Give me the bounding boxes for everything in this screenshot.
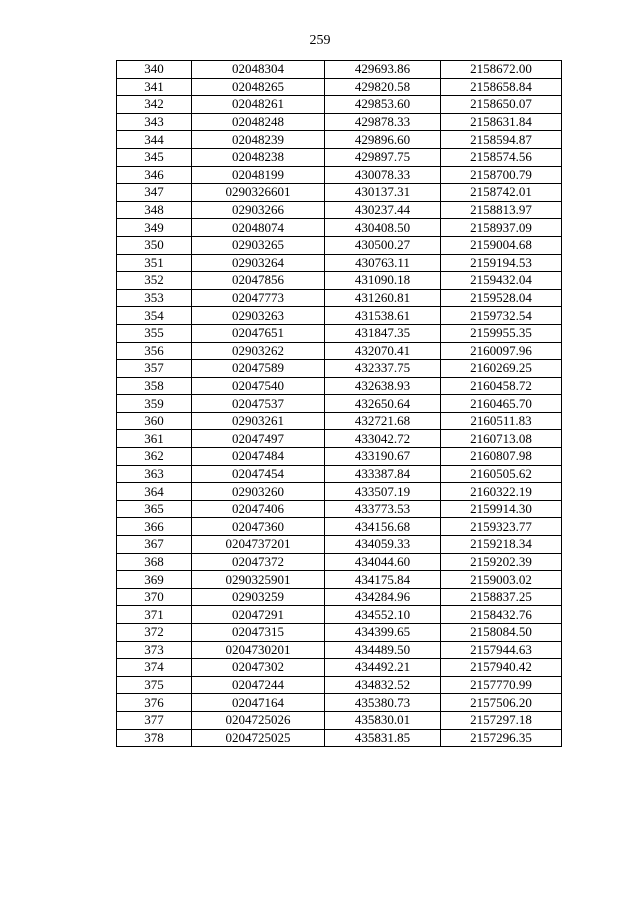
y-coordinate-cell: 2158742.01: [441, 184, 562, 202]
table-row: [117, 588, 562, 606]
table-row: [117, 694, 562, 712]
y-coordinate-cell: 2158937.09: [441, 219, 562, 237]
point-id-cell: 02047302: [192, 659, 325, 677]
point-id-cell: 02047589: [192, 360, 325, 378]
point-id-cell: 02047651: [192, 324, 325, 342]
x-coordinate-cell: 433507.19: [325, 483, 441, 501]
y-coordinate-cell: 2159955.35: [441, 324, 562, 342]
table-row: [117, 412, 562, 430]
point-number-cell: 342: [117, 96, 192, 114]
point-number-cell: 360: [117, 412, 192, 430]
table-row: [117, 131, 562, 149]
point-number-cell: 365: [117, 500, 192, 518]
x-coordinate-cell: 434156.68: [325, 518, 441, 536]
point-number-cell: 353: [117, 289, 192, 307]
x-coordinate-cell: 429693.86: [325, 61, 441, 79]
point-number-cell: 340: [117, 61, 192, 79]
table-row: [117, 96, 562, 114]
table-row: [117, 430, 562, 448]
point-number-cell: 347: [117, 184, 192, 202]
point-number-cell: 364: [117, 483, 192, 501]
point-id-cell: 02047360: [192, 518, 325, 536]
point-number-cell: 356: [117, 342, 192, 360]
point-number-cell: 357: [117, 360, 192, 378]
x-coordinate-cell: 431260.81: [325, 289, 441, 307]
x-coordinate-cell: 434552.10: [325, 606, 441, 624]
x-coordinate-cell: 429878.33: [325, 113, 441, 131]
point-number-cell: 349: [117, 219, 192, 237]
table-row: [117, 324, 562, 342]
point-number-cell: 367: [117, 536, 192, 554]
table-row: [117, 78, 562, 96]
point-number-cell: 350: [117, 236, 192, 254]
point-number-cell: 345: [117, 148, 192, 166]
x-coordinate-cell: 429853.60: [325, 96, 441, 114]
point-id-cell: 02047164: [192, 694, 325, 712]
x-coordinate-cell: 432070.41: [325, 342, 441, 360]
x-coordinate-cell: 434059.33: [325, 536, 441, 554]
x-coordinate-cell: 430237.44: [325, 201, 441, 219]
x-coordinate-cell: 433773.53: [325, 500, 441, 518]
point-number-cell: 344: [117, 131, 192, 149]
point-number-cell: 341: [117, 78, 192, 96]
table-row: [117, 307, 562, 325]
table-row: [117, 254, 562, 272]
y-coordinate-cell: 2158631.84: [441, 113, 562, 131]
y-coordinate-cell: 2160322.19: [441, 483, 562, 501]
point-number-cell: 362: [117, 448, 192, 466]
x-coordinate-cell: 432337.75: [325, 360, 441, 378]
point-number-cell: 376: [117, 694, 192, 712]
x-coordinate-cell: 433190.67: [325, 448, 441, 466]
point-id-cell: 02047244: [192, 676, 325, 694]
x-coordinate-cell: 435831.85: [325, 729, 441, 747]
table-row: [117, 711, 562, 729]
point-id-cell: 02903265: [192, 236, 325, 254]
point-id-cell: 02903266: [192, 201, 325, 219]
table-body: [117, 61, 562, 747]
x-coordinate-cell: 434175.84: [325, 571, 441, 589]
y-coordinate-cell: 2158837.25: [441, 588, 562, 606]
point-number-cell: 370: [117, 588, 192, 606]
y-coordinate-cell: 2157297.18: [441, 711, 562, 729]
page-number: 259: [309, 33, 331, 48]
x-coordinate-cell: 434489.50: [325, 641, 441, 659]
table-row: [117, 606, 562, 624]
point-id-cell: 02047497: [192, 430, 325, 448]
y-coordinate-cell: 2160505.62: [441, 465, 562, 483]
point-number-cell: 368: [117, 553, 192, 571]
point-id-cell: 02048239: [192, 131, 325, 149]
table-row: [117, 518, 562, 536]
point-id-cell: 02047315: [192, 624, 325, 642]
point-id-cell: 02047540: [192, 377, 325, 395]
table-row: [117, 729, 562, 747]
table-row: [117, 536, 562, 554]
y-coordinate-cell: 2158672.00: [441, 61, 562, 79]
point-number-cell: 358: [117, 377, 192, 395]
y-coordinate-cell: 2160269.25: [441, 360, 562, 378]
y-coordinate-cell: 2160807.98: [441, 448, 562, 466]
point-id-cell: 02047773: [192, 289, 325, 307]
table-row: [117, 676, 562, 694]
x-coordinate-cell: 432721.68: [325, 412, 441, 430]
y-coordinate-cell: 2158594.87: [441, 131, 562, 149]
y-coordinate-cell: 2159218.34: [441, 536, 562, 554]
point-id-cell: 02047537: [192, 395, 325, 413]
table-row: [117, 377, 562, 395]
x-coordinate-cell: 430500.27: [325, 236, 441, 254]
x-coordinate-cell: 430137.31: [325, 184, 441, 202]
table-row: [117, 553, 562, 571]
point-id-cell: 02903260: [192, 483, 325, 501]
point-id-cell: 0204725026: [192, 711, 325, 729]
point-id-cell: 02047372: [192, 553, 325, 571]
x-coordinate-cell: 434044.60: [325, 553, 441, 571]
point-id-cell: 02048199: [192, 166, 325, 184]
point-id-cell: 02048304: [192, 61, 325, 79]
point-number-cell: 377: [117, 711, 192, 729]
table-row: [117, 360, 562, 378]
table-row: [117, 448, 562, 466]
point-number-cell: 363: [117, 465, 192, 483]
x-coordinate-cell: 434399.65: [325, 624, 441, 642]
table-row: [117, 184, 562, 202]
x-coordinate-cell: 430763.11: [325, 254, 441, 272]
y-coordinate-cell: 2158650.07: [441, 96, 562, 114]
y-coordinate-cell: 2157296.35: [441, 729, 562, 747]
point-number-cell: 371: [117, 606, 192, 624]
x-coordinate-cell: 435380.73: [325, 694, 441, 712]
point-id-cell: 02048265: [192, 78, 325, 96]
x-coordinate-cell: 432650.64: [325, 395, 441, 413]
x-coordinate-cell: 433387.84: [325, 465, 441, 483]
point-id-cell: 02047454: [192, 465, 325, 483]
y-coordinate-cell: 2157940.42: [441, 659, 562, 677]
point-id-cell: 02903259: [192, 588, 325, 606]
y-coordinate-cell: 2159194.53: [441, 254, 562, 272]
point-id-cell: 02048074: [192, 219, 325, 237]
x-coordinate-cell: 429897.75: [325, 148, 441, 166]
point-number-cell: 361: [117, 430, 192, 448]
point-number-cell: 348: [117, 201, 192, 219]
point-id-cell: 02048248: [192, 113, 325, 131]
point-id-cell: 02047484: [192, 448, 325, 466]
x-coordinate-cell: 435830.01: [325, 711, 441, 729]
point-number-cell: 373: [117, 641, 192, 659]
y-coordinate-cell: 2160511.83: [441, 412, 562, 430]
x-coordinate-cell: 433042.72: [325, 430, 441, 448]
y-coordinate-cell: 2160713.08: [441, 430, 562, 448]
coordinate-table: [116, 60, 562, 747]
y-coordinate-cell: 2157944.63: [441, 641, 562, 659]
point-id-cell: 0204725025: [192, 729, 325, 747]
table-row: [117, 624, 562, 642]
point-id-cell: 0290325901: [192, 571, 325, 589]
y-coordinate-cell: 2158813.97: [441, 201, 562, 219]
point-number-cell: 369: [117, 571, 192, 589]
table-row: [117, 236, 562, 254]
x-coordinate-cell: 431847.35: [325, 324, 441, 342]
table-row: [117, 166, 562, 184]
y-coordinate-cell: 2158084.50: [441, 624, 562, 642]
point-number-cell: 378: [117, 729, 192, 747]
y-coordinate-cell: 2159004.68: [441, 236, 562, 254]
y-coordinate-cell: 2158658.84: [441, 78, 562, 96]
point-id-cell: 02048238: [192, 148, 325, 166]
y-coordinate-cell: 2158432.76: [441, 606, 562, 624]
table-row: [117, 342, 562, 360]
table-row: [117, 659, 562, 677]
y-coordinate-cell: 2157770.99: [441, 676, 562, 694]
table-row: [117, 272, 562, 290]
x-coordinate-cell: 429896.60: [325, 131, 441, 149]
table-row: [117, 219, 562, 237]
y-coordinate-cell: 2159732.54: [441, 307, 562, 325]
x-coordinate-cell: 431538.61: [325, 307, 441, 325]
point-number-cell: 343: [117, 113, 192, 131]
table-row: [117, 289, 562, 307]
point-number-cell: 359: [117, 395, 192, 413]
table-row: [117, 148, 562, 166]
y-coordinate-cell: 2160097.96: [441, 342, 562, 360]
y-coordinate-cell: 2159323.77: [441, 518, 562, 536]
table-row: [117, 113, 562, 131]
point-id-cell: 02047291: [192, 606, 325, 624]
table-row: [117, 483, 562, 501]
point-number-cell: 352: [117, 272, 192, 290]
x-coordinate-cell: 429820.58: [325, 78, 441, 96]
y-coordinate-cell: 2159003.02: [441, 571, 562, 589]
x-coordinate-cell: 434284.96: [325, 588, 441, 606]
point-id-cell: 02903264: [192, 254, 325, 272]
y-coordinate-cell: 2159432.04: [441, 272, 562, 290]
y-coordinate-cell: 2158574.56: [441, 148, 562, 166]
x-coordinate-cell: 432638.93: [325, 377, 441, 395]
table-row: [117, 395, 562, 413]
point-id-cell: 0204730201: [192, 641, 325, 659]
point-id-cell: 02047856: [192, 272, 325, 290]
y-coordinate-cell: 2158700.79: [441, 166, 562, 184]
x-coordinate-cell: 434492.21: [325, 659, 441, 677]
y-coordinate-cell: 2160458.72: [441, 377, 562, 395]
table-row: [117, 641, 562, 659]
x-coordinate-cell: 434832.52: [325, 676, 441, 694]
point-number-cell: 375: [117, 676, 192, 694]
table-row: [117, 465, 562, 483]
point-number-cell: 351: [117, 254, 192, 272]
y-coordinate-cell: 2157506.20: [441, 694, 562, 712]
y-coordinate-cell: 2159914.30: [441, 500, 562, 518]
point-number-cell: 355: [117, 324, 192, 342]
point-id-cell: 02903261: [192, 412, 325, 430]
point-id-cell: 0204737201: [192, 536, 325, 554]
point-id-cell: 02903262: [192, 342, 325, 360]
x-coordinate-cell: 431090.18: [325, 272, 441, 290]
table-row: [117, 500, 562, 518]
y-coordinate-cell: 2159528.04: [441, 289, 562, 307]
x-coordinate-cell: 430408.50: [325, 219, 441, 237]
x-coordinate-cell: 430078.33: [325, 166, 441, 184]
y-coordinate-cell: 2160465.70: [441, 395, 562, 413]
point-id-cell: 02048261: [192, 96, 325, 114]
point-number-cell: 346: [117, 166, 192, 184]
table-row: [117, 571, 562, 589]
table-row: [117, 201, 562, 219]
point-id-cell: 02903263: [192, 307, 325, 325]
point-number-cell: 366: [117, 518, 192, 536]
point-number-cell: 374: [117, 659, 192, 677]
y-coordinate-cell: 2159202.39: [441, 553, 562, 571]
point-id-cell: 02047406: [192, 500, 325, 518]
table-row: [117, 61, 562, 79]
point-number-cell: 354: [117, 307, 192, 325]
point-number-cell: 372: [117, 624, 192, 642]
point-id-cell: 0290326601: [192, 184, 325, 202]
